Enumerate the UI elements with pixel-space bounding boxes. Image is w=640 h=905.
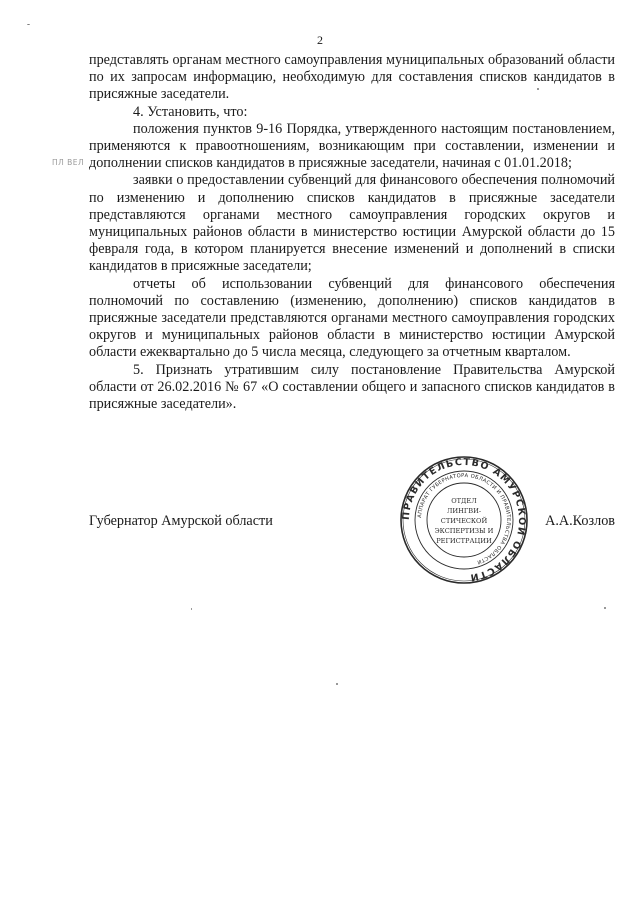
scan-speck [336, 683, 338, 685]
stamp-center-line: СТИЧЕСКОЙ [440, 517, 488, 525]
page-number: 2 [317, 33, 323, 47]
paragraph: положения пунктов 9-16 Порядка, утвержденного настоящим постановлением, применяются к правоотношениям, возникающим при составлении, изменении и дополнении списков кандидатов в присяжные заседатели, начиная с 01.01.2018; [89, 120, 615, 172]
stamp-center-line: РЕГИСТРАЦИИ [436, 537, 492, 545]
scan-speck [537, 88, 539, 90]
scan-speck [604, 607, 606, 609]
signatory-title: Губернатор Амурской области [89, 513, 273, 529]
stamp-outer-text: ПРАВИТЕЛЬСТВО АМУРСКОЙ ОБЛАСТИ [400, 456, 528, 583]
scan-speck [27, 24, 30, 25]
official-stamp [399, 455, 529, 585]
margin-note: ПЛ ВЕЛ [52, 158, 85, 167]
scan-speck [191, 608, 192, 610]
paragraph: 4. Установить, что: [133, 103, 248, 120]
stamp-inner-text: АППАРАТ ГУБЕРНАТОРА ОБЛАСТИ И ПРАВИТЕЛЬСТВА ОБЛАСТИ [417, 472, 512, 565]
signatory-name: А.А.Козлов [545, 513, 615, 529]
paragraph: 5. Признать утратившим силу постановление Правительства Амурской области от 26.02.2016 № 67 «О составлении общего и запасного списков кандидатов в присяжные заседатели». [89, 361, 615, 413]
stamp-center-line: ЭКСПЕРТИЗЫ И [434, 527, 494, 535]
stamp-center-line: ОТДЕЛ [451, 497, 477, 505]
document-body [89, 52, 615, 413]
paragraph: представлять органам местного самоуправления муниципальных образований области по их запросам информацию, необходимую для составления списков кандидатов в присяжные заседатели. [89, 52, 615, 103]
paragraph: отчеты об использовании субвенций для финансового обеспечения полномочий по составлению (изменению, дополнению) списков кандидатов в присяжные заседатели представляются органами местного самоуправления городских округов и муниципальных районов области в министерство юстиции Амурской области ежеквартально до 5 числа месяца, следующего за отчетным кварталом. [89, 275, 615, 361]
paragraph: заявки о предоставлении субвенций для финансового обеспечения полномочий по изменению и дополнению списков кандидатов в присяжные заседатели представляются органами местного самоуправления городских округов и муниципальных районов области в министерство юстиции Амурской области до 15 февраля года, в котором планируется внесение изменений и дополнений в списки кандидатов в присяжные заседатели; [89, 172, 615, 275]
stamp-center-line: ЛИНГВИ- [446, 507, 482, 515]
